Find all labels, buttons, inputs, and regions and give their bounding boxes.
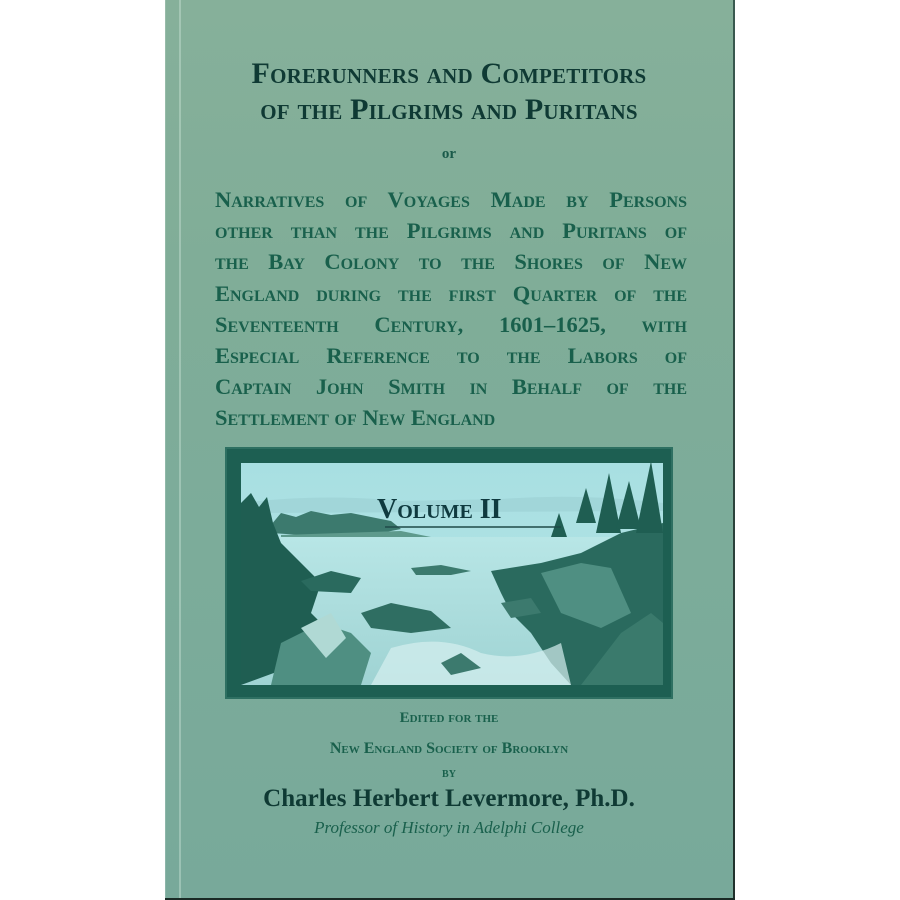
author-name: Charles Herbert Levermore, Ph.D.: [263, 785, 635, 812]
subtitle-line: other than the Pilgrims and Puritans of: [215, 218, 687, 244]
subtitle-line: Captain John Smith in Behalf of the: [215, 374, 687, 400]
title-line-1: Forerunners and Competitors: [251, 57, 647, 90]
by-label: by: [442, 766, 456, 781]
volume-label: Volume II: [377, 494, 502, 525]
subtitle-block: [215, 184, 687, 434]
subtitle-line: Seventeenth Century, 1601–1625, with: [215, 311, 687, 337]
author-affiliation: Professor of History in Adelphi College: [314, 818, 584, 837]
coastline-illustration: [227, 449, 671, 697]
subtitle-line: Settlement of New England: [215, 405, 496, 431]
cover-right-edge: [733, 0, 735, 900]
subtitle-line: Narratives of Voyages Made by Persons: [215, 187, 687, 212]
or-separator: or: [441, 146, 457, 162]
subtitle-line: the Bay Colony to the Shores of New: [215, 249, 687, 275]
edited-for-label: Edited for the: [399, 710, 499, 726]
subtitle-line: England during the first Quarter of the: [215, 280, 687, 306]
subtitle-line: Especial Reference to the Labors of: [215, 343, 687, 369]
society-name: New England Society of Brooklyn: [329, 740, 569, 757]
book-cover: [165, 0, 733, 898]
title-line-2: of the Pilgrims and Puritans: [260, 93, 638, 126]
